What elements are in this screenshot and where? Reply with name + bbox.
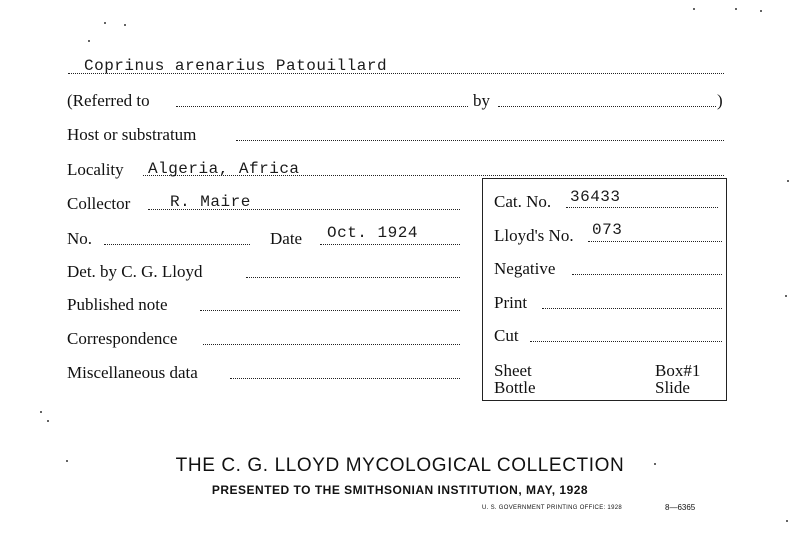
scan-speck: [785, 295, 787, 297]
no-line: [104, 244, 250, 245]
published-note-label: Published note: [67, 295, 168, 314]
host-line: [236, 140, 724, 141]
lloyds-no-line: [588, 241, 722, 242]
published-note-line: [200, 310, 460, 311]
scan-speck: [654, 463, 656, 465]
scan-speck: [693, 8, 695, 10]
collector-label: Collector: [67, 194, 131, 213]
species-name: Coprinus arenarius Patouillard: [84, 57, 388, 75]
locality-line: [143, 175, 724, 176]
locality-value: Algeria, Africa: [148, 160, 300, 178]
lloyds-no-label: Lloyd's No.: [494, 226, 574, 245]
negative-line: [572, 274, 722, 275]
det-by-line: [246, 277, 460, 278]
referred-to-line: [176, 106, 468, 107]
species-line: [68, 73, 724, 74]
box-value: #1: [683, 361, 701, 380]
correspondence-label: Correspondence: [67, 329, 178, 348]
bottle-label: Bottle: [494, 378, 536, 397]
box-label: Box: [655, 361, 684, 380]
cut-line: [530, 341, 722, 342]
cat-no-line: [566, 207, 718, 208]
by-line: [498, 106, 716, 107]
scan-speck: [66, 460, 68, 462]
date-label: Date: [270, 229, 303, 248]
correspondence-line: [203, 344, 460, 345]
scan-speck: [124, 24, 126, 26]
date-value: Oct. 1924: [327, 224, 418, 242]
cut-label: Cut: [494, 326, 519, 345]
no-label: No.: [67, 229, 93, 248]
referred-to-label: (Referred to: [67, 91, 150, 110]
negative-label: Negative: [494, 259, 556, 278]
scan-speck: [760, 10, 762, 12]
scan-speck: [787, 180, 789, 182]
host-label: Host or substratum: [67, 125, 197, 144]
close-paren: ): [717, 91, 723, 110]
det-by-label: Det. by C. G. Lloyd: [67, 262, 203, 281]
date-line: [320, 244, 460, 245]
locality-label: Locality: [67, 160, 124, 179]
scan-speck: [47, 420, 49, 422]
collection-subtitle: PRESENTED TO THE SMITHSONIAN INSTITUTION, MAY, 1928: [211, 483, 589, 497]
scan-speck: [735, 8, 737, 10]
scan-speck: [40, 411, 42, 413]
print-line: [542, 308, 722, 309]
scan-speck: [104, 22, 106, 24]
printing-office-note: U. S. GOVERNMENT PRINTING OFFICE: 1928: [482, 505, 622, 511]
cat-no-label: Cat. No.: [494, 192, 552, 211]
sheet-label: Sheet: [494, 361, 532, 380]
cat-no-value: 36433: [570, 188, 621, 206]
by-label: by: [473, 91, 490, 110]
collector-line: [148, 209, 460, 210]
lloyds-no-value: 073: [592, 221, 623, 239]
miscellaneous-line: [230, 378, 460, 379]
slide-label: Slide: [655, 378, 690, 397]
form-number: 8—6365: [665, 503, 696, 512]
scan-speck: [786, 520, 788, 522]
collection-title: THE C. G. LLOYD MYCOLOGICAL COLLECTION: [175, 455, 625, 476]
scan-speck: [88, 40, 90, 42]
miscellaneous-label: Miscellaneous data: [67, 363, 198, 382]
print-label: Print: [494, 293, 528, 312]
collector-value: R. Maire: [170, 193, 251, 211]
